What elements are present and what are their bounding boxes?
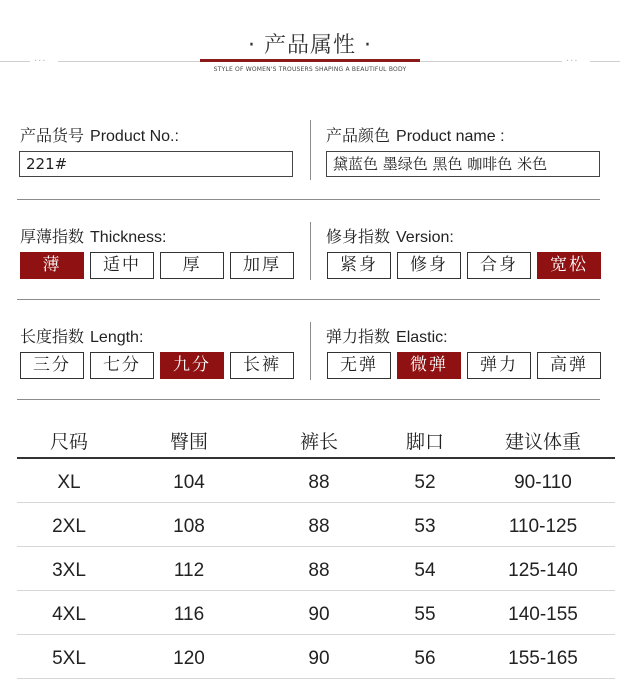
thickness-option[interactable]: 厚 bbox=[160, 252, 224, 279]
thickness-option[interactable]: 薄 bbox=[20, 252, 84, 279]
section-title: · 产品属性 · bbox=[248, 33, 372, 58]
thickness-option[interactable]: 适中 bbox=[90, 252, 154, 279]
elastic-option[interactable]: 高弹 bbox=[537, 352, 601, 379]
version-option[interactable]: 修身 bbox=[397, 252, 461, 279]
table-cell: 104 bbox=[173, 472, 205, 493]
product-no-label bbox=[20, 123, 179, 146]
table-cell: 55 bbox=[414, 604, 436, 625]
product-name-label-en: Product name : bbox=[396, 128, 505, 145]
length-option[interactable]: 九分 bbox=[160, 352, 224, 379]
section-separator bbox=[17, 399, 600, 400]
product-name-label bbox=[326, 123, 505, 146]
table-cell: 90 bbox=[308, 604, 330, 625]
table-cell: 5XL bbox=[52, 648, 86, 669]
length-label bbox=[20, 324, 143, 347]
length-option[interactable]: 三分 bbox=[20, 352, 84, 379]
product-no-label-cn: 产品货号 bbox=[20, 126, 85, 145]
table-row-divider bbox=[17, 678, 615, 679]
version-option[interactable]: 宽松 bbox=[537, 252, 601, 279]
table-cell: 116 bbox=[173, 604, 205, 625]
table-cell: 120 bbox=[173, 648, 205, 669]
table-cell: 53 bbox=[414, 516, 436, 537]
length-option[interactable]: 长裤 bbox=[230, 352, 294, 379]
table-row-divider bbox=[17, 590, 615, 591]
header-rule-left bbox=[0, 61, 30, 62]
table-cell: 88 bbox=[308, 560, 330, 581]
table-header-cell: 建议体重 bbox=[504, 431, 581, 453]
header-rule-right bbox=[590, 61, 620, 62]
version-label bbox=[326, 224, 454, 247]
table-cell: 125-140 bbox=[508, 560, 578, 581]
length-option[interactable]: 七分 bbox=[90, 352, 154, 379]
table-cell: 90-110 bbox=[514, 472, 572, 493]
table-cell: 112 bbox=[173, 560, 205, 581]
header-accent-bar bbox=[200, 59, 420, 62]
section-subtitle: STYLE OF WOMEN'S TROUSERS SHAPING A BEAUTIFUL BODY bbox=[213, 66, 407, 73]
product-name-value: 黛蓝色 墨绿色 黑色 咖啡色 米色 bbox=[326, 151, 600, 177]
thickness-label-en: Thickness: bbox=[90, 229, 167, 246]
table-row-divider bbox=[17, 634, 615, 635]
version-label-cn: 修身指数 bbox=[326, 227, 391, 246]
table-cell: 108 bbox=[173, 516, 205, 537]
column-divider bbox=[310, 322, 311, 380]
table-header-rule bbox=[17, 457, 615, 459]
table-header-cell: 臀围 bbox=[169, 431, 208, 453]
thickness-label-cn: 厚薄指数 bbox=[20, 227, 85, 246]
elastic-option[interactable]: 无弹 bbox=[327, 352, 391, 379]
table-cell: 155-165 bbox=[508, 648, 578, 669]
header-rule-left-inner bbox=[58, 61, 200, 62]
table-header-cell: 脚口 bbox=[405, 431, 444, 453]
table-cell: 52 bbox=[414, 472, 436, 493]
header-rule-right-inner bbox=[420, 61, 562, 62]
section-separator bbox=[17, 299, 600, 300]
length-label-cn: 长度指数 bbox=[20, 327, 85, 346]
table-cell: 90 bbox=[308, 648, 330, 669]
thickness-option[interactable]: 加厚 bbox=[230, 252, 294, 279]
table-header-cell: 裤长 bbox=[299, 431, 338, 453]
version-label-en: Version: bbox=[396, 229, 454, 246]
table-cell: 110-125 bbox=[508, 516, 578, 537]
length-label-en: Length: bbox=[90, 329, 144, 346]
product-name-label-cn: 产品颜色 bbox=[326, 126, 391, 145]
table-header-cell: 尺码 bbox=[49, 431, 88, 453]
table-cell: XL bbox=[57, 472, 81, 493]
header-dots-right: ··· bbox=[566, 56, 579, 67]
table-cell: 4XL bbox=[52, 604, 86, 625]
section-separator bbox=[17, 199, 600, 200]
elastic-label-cn: 弹力指数 bbox=[326, 327, 391, 346]
column-divider bbox=[310, 222, 311, 280]
table-row-divider bbox=[17, 502, 615, 503]
version-option[interactable]: 紧身 bbox=[327, 252, 391, 279]
elastic-label bbox=[326, 324, 448, 347]
elastic-label-en: Elastic: bbox=[396, 329, 448, 346]
table-cell: 88 bbox=[308, 516, 330, 537]
product-no-label-en: Product No.: bbox=[90, 128, 179, 145]
version-option[interactable]: 合身 bbox=[467, 252, 531, 279]
table-row-divider bbox=[17, 546, 615, 547]
thickness-label bbox=[20, 224, 166, 247]
table-cell: 140-155 bbox=[508, 604, 578, 625]
header-dots-left: ··· bbox=[34, 56, 47, 67]
elastic-option[interactable]: 弹力 bbox=[467, 352, 531, 379]
column-divider bbox=[310, 120, 311, 180]
table-cell: 54 bbox=[414, 560, 436, 581]
table-cell: 2XL bbox=[52, 516, 86, 537]
product-no-value: 221# bbox=[19, 151, 293, 177]
table-cell: 88 bbox=[308, 472, 330, 493]
table-cell: 56 bbox=[414, 648, 436, 669]
elastic-option[interactable]: 微弹 bbox=[397, 352, 461, 379]
table-cell: 3XL bbox=[52, 560, 86, 581]
